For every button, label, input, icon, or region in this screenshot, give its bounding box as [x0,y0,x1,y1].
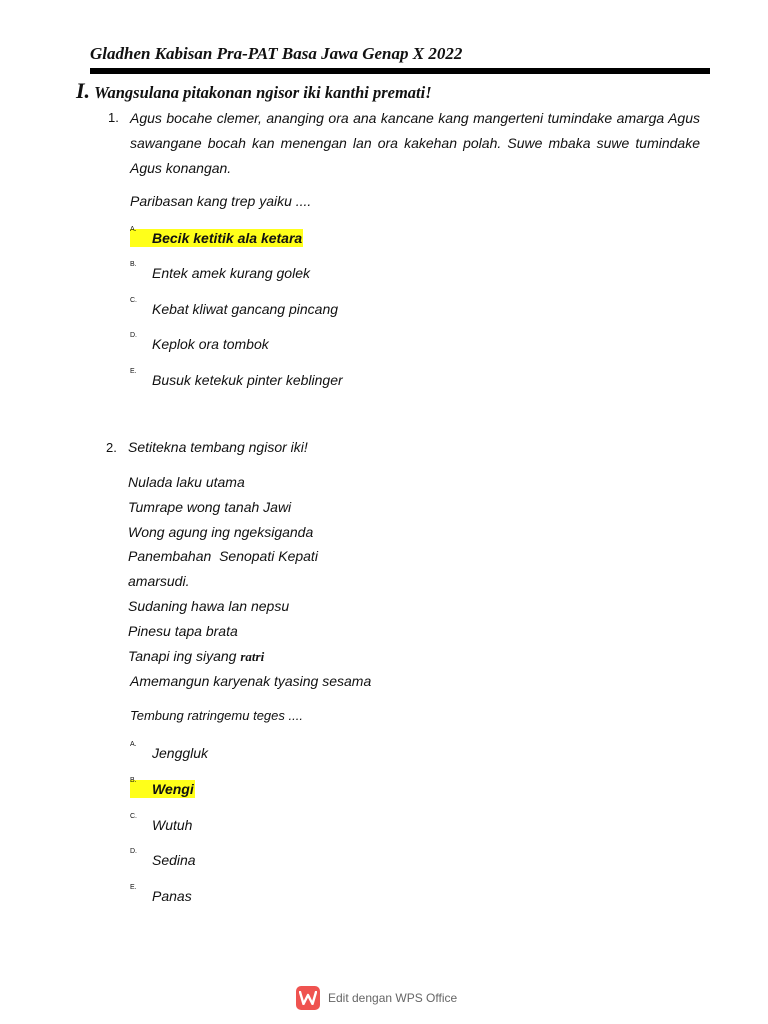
wps-edit-link[interactable] [296,985,457,1011]
verse-line-text: Tanapi ing siyang [128,647,237,664]
question-2-prompt: Tembung ratringemu teges .... [130,708,303,723]
wps-edit-label: Edit dengan WPS Office [328,991,458,1005]
option-letter: D. [130,848,137,855]
verse-line: Sudaning hawa lan nepsu [128,597,290,614]
option-letter: E. [130,884,137,891]
verse-line: Pinesu tapa brata [128,622,238,639]
emphasized-word: ratri [240,648,265,664]
verse-line: Tumrape wong tanah Jawi [128,498,292,515]
option-letter: B. [130,777,137,784]
verse-line: amarsudi. [128,573,190,590]
verse-line: Nulada laku utama [128,474,245,490]
option-letter: B. [130,261,137,268]
option-letter: D. [130,332,137,339]
question-1-number: 1. [108,110,119,125]
option-text: Jenggluk [152,745,209,761]
option-text: Entek amek kurang golek [152,265,310,281]
option-text: Sedina [152,852,196,868]
option-letter: E. [130,368,137,375]
wps-office-icon [296,986,320,1010]
option-text: Kebat kliwat gancang pincang [152,301,339,317]
option-text: Wengi [152,781,194,797]
section-numeral: I. [76,78,91,103]
section-heading [76,78,432,104]
section-instruction: Wangsulana pitakonan ngisor iki kanthi premati! [94,83,432,102]
question-1-text: Agus bocahe clemer, ananging ora ana kancane kang mangerteni tumindake amarga Agus sawangane bocah kan menengan lan ora kakehan polah. Suwe mbaka suwe tumindake Agus konangan. [130,110,700,176]
option-text: Busuk ketekuk pinter keblinger [152,372,343,388]
verse-line: Wong agung ing ngeksiganda [128,523,314,540]
option-letter: C. [130,297,137,304]
verse-block [128,470,528,694]
option-text: Wutuh [152,817,193,833]
option-text: Keplok ora tombok [152,336,269,352]
option-letter: C. [130,813,137,820]
option-text: Becik ketitik ala ketara [152,230,303,246]
verse-line-with-emphasis [128,644,528,670]
document-title: Gladhen Kabisan Pra-PAT Basa Jawa Genap X 2022 [90,44,463,63]
option-letter: A. [130,226,137,233]
verse-line: Amemangun karyenak tyasing sesama [130,673,372,690]
question-2-text: Setitekna tembang ngisor iki! [128,439,308,455]
option-text: Panas [152,888,192,904]
question-1-prompt: Paribasan kang trep yaiku .... [130,193,312,209]
verse-line: Panembahan Senopati Kepati [128,548,318,565]
option-letter: A. [130,741,137,748]
title-underline [90,68,710,74]
question-2-number: 2. [106,440,117,455]
